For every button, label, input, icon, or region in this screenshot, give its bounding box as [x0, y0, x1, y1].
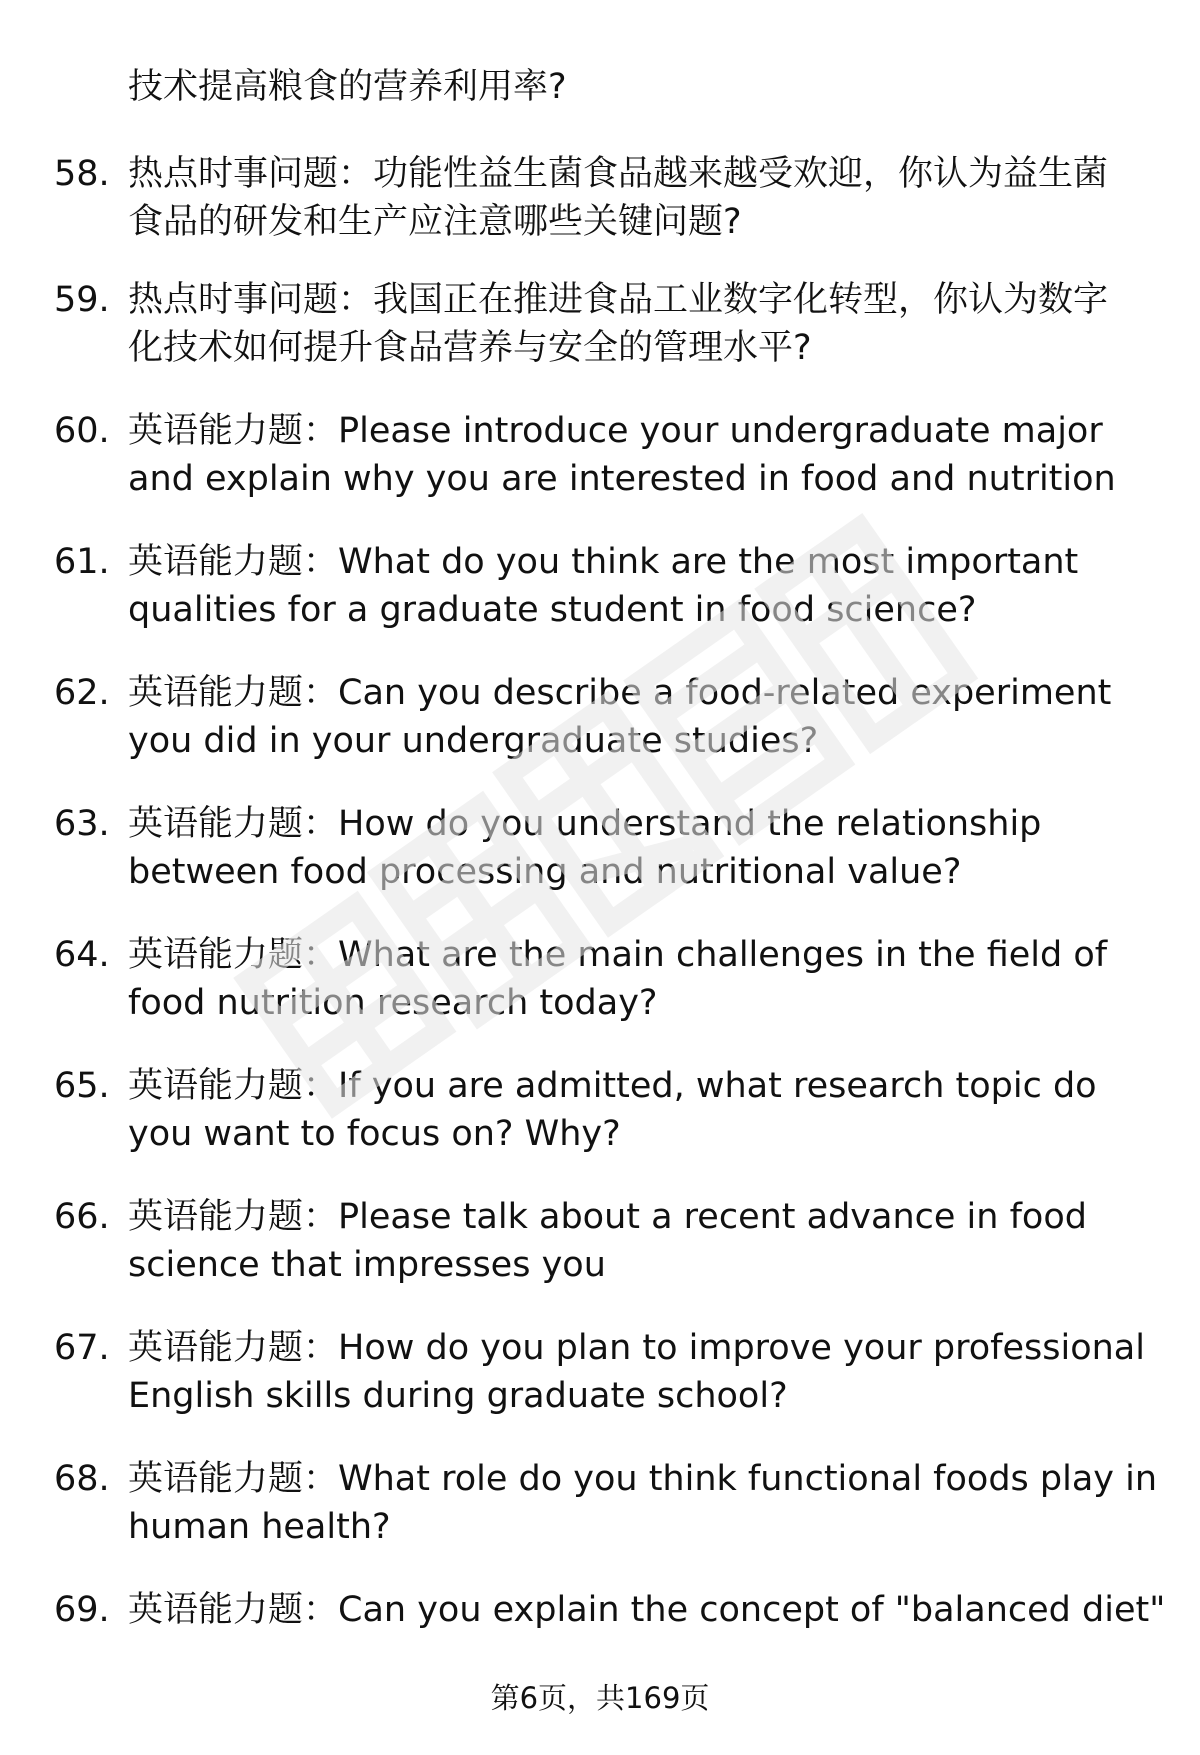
- question-line: 英语能力题：What role do you think functional foods play in: [128, 1459, 1158, 1499]
- question-line: English skills during graduate school?: [128, 1376, 788, 1416]
- question-number: 61.: [54, 542, 110, 582]
- question-line: 英语能力题：How do you understand the relationship: [128, 804, 1042, 844]
- question-line: 英语能力题：What do you think are the most important: [128, 542, 1079, 582]
- question-text: [128, 669, 1168, 765]
- question-line: 热点时事问题：我国正在推进食品工业数字化转型，你认为数字: [128, 280, 1109, 320]
- question-line: human health?: [128, 1507, 391, 1547]
- continuation-line: 技术提高粮食的营养利用率?: [128, 67, 567, 107]
- question-text: [128, 1062, 1168, 1158]
- question-line: 英语能力题：Can you describe a food-related experiment: [128, 673, 1112, 713]
- question-line: 英语能力题：Can you explain the concept of "balanced diet": [128, 1590, 1166, 1630]
- question-number: 66.: [54, 1197, 110, 1237]
- question-text: [128, 1455, 1168, 1551]
- question-text: [128, 1324, 1168, 1420]
- question-text: [128, 1193, 1168, 1289]
- question-number: 59.: [54, 280, 110, 320]
- question-number: 62.: [54, 673, 110, 713]
- question-line: 热点时事问题：功能性益生菌食品越来越受欢迎，你认为益生菌: [128, 154, 1109, 194]
- question-text: [128, 407, 1168, 503]
- question-line: and explain why you are interested in food and nutrition: [128, 459, 1116, 499]
- question-line: science that impresses you: [128, 1245, 606, 1285]
- question-number: 69.: [54, 1590, 110, 1630]
- question-line: 英语能力题：What are the main challenges in the field of: [128, 935, 1108, 975]
- question-text: [128, 1586, 1168, 1634]
- question-line: 英语能力题：If you are admitted, what research topic do: [128, 1066, 1097, 1106]
- question-line: you want to focus on? Why?: [128, 1114, 621, 1154]
- question-line: 英语能力题：How do you plan to improve your professional: [128, 1328, 1145, 1368]
- question-line: you did in your undergraduate studies?: [128, 721, 819, 761]
- question-text: [128, 800, 1168, 896]
- question-number: 58.: [54, 154, 110, 194]
- question-text: [128, 538, 1168, 634]
- question-number: 67.: [54, 1328, 110, 1368]
- question-line: between food processing and nutritional value?: [128, 852, 962, 892]
- question-number: 60.: [54, 411, 110, 451]
- question-number: 65.: [54, 1066, 110, 1106]
- question-text: [128, 276, 1168, 372]
- question-number: 68.: [54, 1459, 110, 1499]
- question-line: 英语能力题：Please talk about a recent advance in food: [128, 1197, 1087, 1237]
- question-line: 英语能力题：Please introduce your undergraduate major: [128, 411, 1103, 451]
- question-line: qualities for a graduate student in food science?: [128, 590, 977, 630]
- question-line: food nutrition research today?: [128, 983, 658, 1023]
- question-line: 食品的研发和生产应注意哪些关键问题?: [128, 202, 742, 242]
- question-text: [128, 150, 1168, 246]
- page-footer: 第6页，共169页: [490, 1681, 710, 1715]
- question-line: 化技术如何提升食品营养与安全的管理水平?: [128, 328, 812, 368]
- question-number: 64.: [54, 935, 110, 975]
- question-text: [128, 931, 1168, 1027]
- question-number: 63.: [54, 804, 110, 844]
